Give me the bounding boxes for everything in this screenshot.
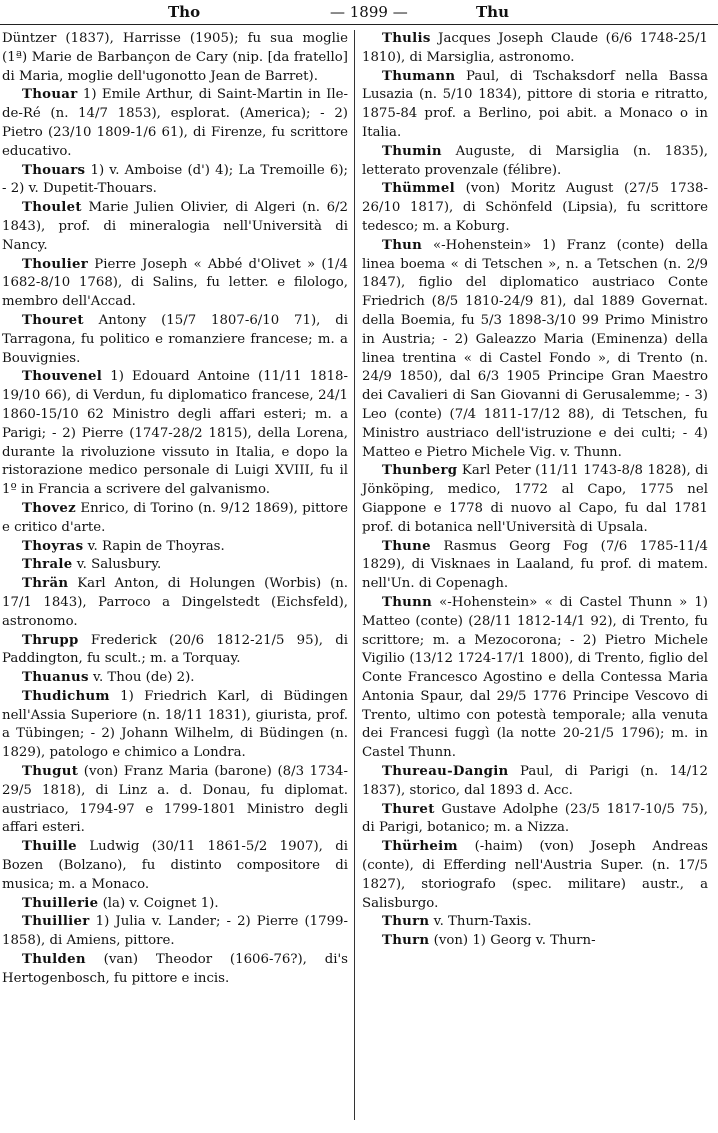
entry-headword: Thumann bbox=[382, 68, 456, 84]
dictionary-entry bbox=[2, 895, 348, 914]
entry-headword: Thunberg bbox=[382, 463, 458, 479]
entry-headword: Thürheim bbox=[382, 839, 458, 855]
dictionary-entry bbox=[362, 30, 708, 68]
dictionary-entry bbox=[2, 368, 348, 500]
entry-headword: Thoulet bbox=[22, 200, 82, 216]
entry-text: Düntzer (1837), Harrisse (1905); fu sua moglie (1ª) Marie de Barbançon de Cary (nip. [da fratello] di Maria, moglie dell'ugonotto Jean de Barret). bbox=[2, 31, 348, 84]
entry-headword: Thureau-Dangin bbox=[382, 764, 509, 780]
entry-text: 1) Friedrich Karl, di Büdingen nell'Assia Superiore (n. 18/11 1831), giurista, prof. a Tübingen; - 2) Johann Wilhelm, di Büdingen (n. 1829), patologo e chimico a Londra. bbox=[2, 688, 348, 761]
entry-headword: Thuanus bbox=[22, 670, 89, 686]
dictionary-entry bbox=[2, 913, 348, 951]
entry-text: Paul, di Parigi (n. 14/12 1837), storico, dal 1893 d. Acc. bbox=[362, 764, 708, 798]
entry-headword: Thugut bbox=[22, 764, 79, 780]
entry-headword: Thurn bbox=[382, 933, 430, 949]
dictionary-entry bbox=[2, 30, 348, 86]
entry-text: v. Thou (de) 2). bbox=[93, 670, 195, 686]
dictionary-entry bbox=[2, 500, 348, 538]
entry-text: v. Thurn-Taxis. bbox=[433, 914, 532, 930]
dictionary-entry bbox=[362, 763, 708, 801]
entry-text: Antony (15/7 1807-6/10 71), di Tarragona, fu politico e romanziere francese; m. a Bouvignies. bbox=[2, 312, 348, 366]
entry-text: Gustave Adolphe (23/5 1817-10/5 75), di Parigi, botanico; m. a Nizza. bbox=[362, 801, 708, 836]
dictionary-entry bbox=[2, 256, 348, 312]
dictionary-entry bbox=[2, 838, 348, 894]
entry-text: (-haim) (von) Joseph Andreas (conte), di Efferding nell'Austria Super. (n. 17/5 1827), storiografo (spec. militare) austr., a Salisburgo. bbox=[362, 839, 708, 911]
entry-headword: Thoulier bbox=[22, 256, 89, 272]
right-column bbox=[362, 30, 708, 951]
entry-text: Paul, di Tschaksdorf nella Bassa Lusazia (n. 5/10 1834), pittore di storia e ritratto, 1875-84 prof. a Berlino, poi abit. a Monaco o in Italia. bbox=[362, 68, 708, 140]
page-header bbox=[0, 0, 718, 25]
entry-headword: Thuille bbox=[22, 839, 77, 855]
dictionary-entry bbox=[2, 632, 348, 670]
dictionary-entry bbox=[2, 199, 348, 255]
dictionary-entry bbox=[362, 594, 708, 763]
entry-text: v. Rapin de Thoyras. bbox=[87, 538, 225, 554]
entry-text: Jacques Joseph Claude (6/6 1748-25/1 1810), di Marsiglia, astronomo. bbox=[362, 31, 708, 65]
entry-headword: Thune bbox=[382, 538, 431, 554]
entry-text: (von) Moritz August (27/5 1738-26/10 1817), di Schönfeld (Lipsia), fu scrittore tedesco; m. a Koburg. bbox=[362, 181, 708, 234]
entry-text: (van) Theodor (1606-76?), di's Hertogenbosch, fu pittore e incis. bbox=[2, 952, 349, 986]
entry-headword: Thumin bbox=[382, 143, 442, 159]
entry-text: v. Salusbury. bbox=[76, 557, 162, 573]
entry-headword: Thouar bbox=[22, 87, 78, 103]
entry-text: Karl Anton, di Holungen (Worbis) (n. 17/1 1843), Parroco a Dingelstedt (Eichsfeld), astronomo. bbox=[2, 576, 348, 629]
entry-headword: Thouret bbox=[22, 312, 84, 328]
entry-headword: Thulden bbox=[22, 952, 86, 968]
entry-text: Frederick (20/6 1812-21/5 95), di Paddington, fu scult.; m. a Torquay. bbox=[2, 632, 348, 667]
entry-headword: Thouars bbox=[22, 162, 86, 178]
dictionary-entry bbox=[362, 913, 708, 932]
entry-text: Ludwig (30/11 1861-5/2 1907), di Bozen (Bolzano), fu distinto compositore di musica; m. a Monaco. bbox=[2, 839, 349, 892]
entry-headword: Thrupp bbox=[22, 632, 79, 648]
entry-text: Karl Peter (11/11 1743-8/8 1828), di Jönköping, medico, 1772 al Capo, 1775 nel Giappone e 1778 di nuovo al Capo, fu dal 1781 prof. di botanica nell'Università di Upsala. bbox=[362, 463, 708, 535]
dictionary-entry bbox=[2, 538, 348, 557]
dictionary-entry bbox=[2, 312, 348, 368]
entry-text: Auguste, di Marsiglia (n. 1835), letterato provenzale (félibre). bbox=[362, 143, 708, 178]
dictionary-entry bbox=[362, 462, 708, 537]
entry-text: (von) 1) Georg v. Thurn- bbox=[433, 933, 596, 949]
entry-headword: Thümmel bbox=[382, 181, 455, 197]
entry-text: 1) v. Amboise (d') 4); La Tremoille 6); - 2) v. Dupetit-Thouars. bbox=[2, 162, 348, 197]
entry-headword: Thurn bbox=[382, 914, 430, 930]
entry-text: «-Hohenstein» « di Castel Thunn » 1) Matteo (conte) (28/11 1812-14/1 92), di Trento, fu scrittore; m. a Mezocorona; - 2) Pietro Michele Vigilio (13/12 1724-17/1 1800), di Trento, figlio del Conte Francesco Agostino e della Contessa Maria Antonia Spaur, dal 29/5 1776 Principe Vescovo di Trento, ultimo con potestà temporale; alla venuta dei Francesi fuggì (la notte 20-21/5 1796); m. in Castel Thunn. bbox=[362, 594, 708, 761]
dictionary-entry bbox=[2, 669, 348, 688]
entry-headword: Thovez bbox=[22, 500, 76, 516]
left-column bbox=[2, 30, 348, 989]
entry-headword: Thunn bbox=[382, 594, 433, 610]
entry-headword: Thouvenel bbox=[22, 369, 103, 385]
dictionary-entry bbox=[2, 162, 348, 200]
dictionary-entry bbox=[2, 575, 348, 631]
column-divider bbox=[354, 30, 355, 1120]
dictionary-entry bbox=[362, 538, 708, 594]
entry-headword: Thulis bbox=[382, 31, 431, 46]
entry-headword: Thrän bbox=[22, 576, 69, 592]
entry-text: (la) v. Coignet 1). bbox=[102, 895, 219, 911]
dictionary-entry bbox=[2, 951, 348, 989]
entry-text: Enrico, di Torino (n. 9/12 1869), pittore e critico d'arte. bbox=[2, 500, 348, 535]
dictionary-entry bbox=[2, 86, 348, 161]
entry-text: Marie Julien Olivier, di Algeri (n. 6/2 1843), prof. di mineralogia nell'Università di Nancy. bbox=[2, 200, 348, 253]
entry-text: 1) Julia v. Lander; - 2) Pierre (1799-1858), di Amiens, pittore. bbox=[2, 914, 348, 949]
dictionary-entry bbox=[362, 237, 708, 463]
entry-text: «-Hohenstein» 1) Franz (conte) della linea boema « di Tetschen », n. a Tetschen (n. 2/9 1847), figlio del diplomatico austriaco Conte Friedrich (8/5 1810-24/9 81), dal 1889 Governat. della Boemia, fu 5/3 1898-3/10 99 Primo Ministro in Austria; - 2) Galeazzo Maria (Eminenza) della linea trentina « di Castel Fondo », di Trento (n. 24/9 1850), dal 6/3 1905 Principe Gran Maestro dei Cavalieri di San Giovanni di Gerusalemme; - 3) Leo (conte) (7/4 1811-17/12 88), di Tetschen, fu Ministro austriaco dell'istruzione e dei culti; - 4) Matteo e Pietro Michele Vig. v. Thunn. bbox=[362, 237, 708, 460]
entry-headword: Thuillier bbox=[22, 914, 90, 930]
dictionary-entry bbox=[362, 180, 708, 236]
dictionary-entry bbox=[2, 556, 348, 575]
entry-text: 1) Emile Arthur, di Saint-Martin in Ile-de-Ré (n. 14/7 1853), esplorat. (America); - 2) Pietro (23/10 1809-1/6 61), di Firenze, fu scrittore educativo. bbox=[2, 87, 348, 159]
entry-text: Rasmus Georg Fog (7/6 1785-11/4 1829), di Visknaes in Laaland, fu prof. di matem. nell'Un. di Copenagh. bbox=[362, 538, 708, 592]
entry-text: (von) Franz Maria (barone) (8/3 1734-29/5 1818), di Linz a. d. Donau, fu diplomat. austriaco, 1794-97 e 1799-1801 Ministro degli affari esteri. bbox=[2, 764, 348, 836]
entry-text: Pierre Joseph « Abbé d'Olivet » (1/4 1682-8/10 1768), di Salins, fu letter. e filologo, membro dell'Accad. bbox=[2, 256, 348, 310]
page-number: — 1899 — bbox=[330, 3, 408, 21]
dictionary-entry bbox=[362, 143, 708, 181]
dictionary-entry bbox=[362, 801, 708, 839]
entry-headword: Thun bbox=[382, 237, 423, 253]
entry-text: 1) Edouard Antoine (11/11 1818-19/10 66), di Verdun, fu diplomatico francese, 24/1 1860-15/10 62 Ministro degli affari esteri; m. a Parigi; - 2) Pierre (1747-28/2 1815), della Lorena, durante la rivoluzione vissuto in Italia, e dopo la ristorazione medico personale di Luigi XVIII, fu il 1º in Francia a scrivere del galvanismo. bbox=[2, 369, 348, 498]
header-right-guideword: Thu bbox=[476, 3, 509, 21]
entry-headword: Thuret bbox=[382, 801, 435, 817]
dictionary-entry bbox=[362, 838, 708, 913]
dictionary-entry bbox=[2, 763, 348, 838]
dictionary-entry bbox=[362, 932, 708, 951]
dictionary-entry bbox=[362, 68, 708, 143]
entry-headword: Thuillerie bbox=[22, 895, 99, 911]
header-left-guideword: Tho bbox=[168, 3, 201, 21]
entry-headword: Thoyras bbox=[22, 538, 84, 554]
dictionary-entry bbox=[2, 688, 348, 763]
entry-headword: Thrale bbox=[22, 557, 73, 573]
entry-headword: Thudichum bbox=[22, 688, 110, 704]
